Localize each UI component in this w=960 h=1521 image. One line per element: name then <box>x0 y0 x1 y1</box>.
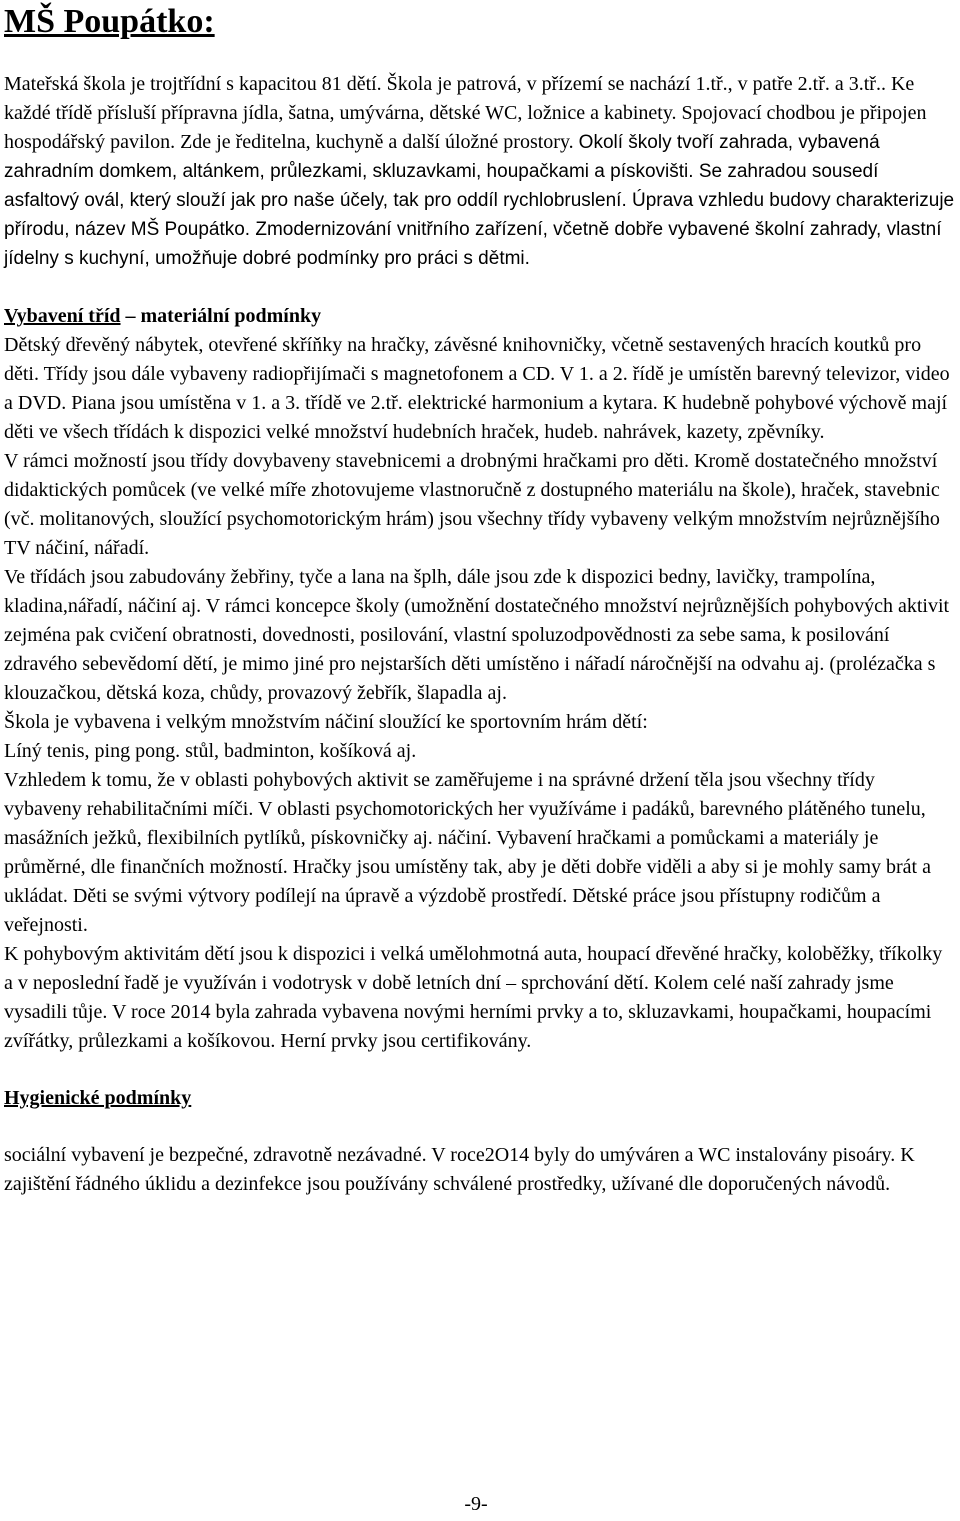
page-title: MŠ Poupátko: <box>4 3 215 40</box>
equipment-paragraph-2: V rámci možností jsou třídy dovybaveny stavebnicemi a drobnými hračkami pro děti. Kromě dostatečného množství didaktických pomůcek (ve velké míře zhotovujeme vlastnoručně z dostupného materiálu na škole), hraček, stavebnic (vč. molitanových, sloužící psychomotorickým hrám) jsou všechny třídy vybaveny velkým množstvím nejrůznějšího TV náčiní, nářadí. <box>4 450 940 559</box>
section-heading-hygiene <box>4 1084 956 1113</box>
equipment-paragraph-6: Vzhledem k tomu, že v oblasti pohybových aktivit se zaměřujeme i na správné držení těla jsou všechny třídy vybaveny rehabilitačními míči. V oblasti psychomotorických her využíváme i padáků, barevného plátěného tunelu, masážních ježků, flexibilních pytlíků, pískovničky aj. náčiní. Vybavení hračkami a pomůckami a materiály je průměrné, dle finančních možností. Hračky jsou umístěny tak, aby je děti dobře viděli a aby si je mohly samy brát a ukládat. Děti se svými výtvory podílejí na úpravě a výzdobě prostředí. Dětské práce jsou přístupny rodičům a veřejnosti. <box>4 769 931 936</box>
section-heading-equipment-underlined: Vybavení tříd <box>4 305 121 327</box>
equipment-paragraph-5: Líný tenis, ping pong. stůl, badminton, košíková aj. <box>4 740 417 762</box>
section-heading-equipment <box>4 302 956 331</box>
intro-sans-text: Okolí školy tvoří zahrada, vybavená zahradním domkem, altánkem, průlezkami, skluzavkami, houpačkami a pískovišti. Se zahradou sousedí asfaltový ovál, který slouží jak pro naše účely, tak pro oddíl rychlobruslení. Úprava vzhledu budovy charakterizuje přírodu, název MŠ Poupátko. Zmodernizování vnitřního zařízení, včetně dobře vybavené školní zahrady, vlastní jídelny s kuchyní, umožňuje dobré podmínky pro práci s dětmi. <box>4 132 955 269</box>
equipment-paragraph-3: Ve třídách jsou zabudovány žebřiny, tyče a lana na šplh, dále jsou zde k dispozici bedny, lavičky, trampolína, kladina,nářadí, náčiní aj. V rámci koncepce školy (umožnění dostatečného množství nejrůznějších pohybových aktivit zejména pak cvičení obratnosti, dovednosti, posilování, vlastní spoluzodpovědnosti za sebe sama, k posilování zdravého sebevědomí dětí, je mimo jiné pro nejstarších děti umístěno i nářadí náročnější na odvahu aj. (prolézačka s klouzačkou, dětská koza, chůdy, provazový žebřík, šlapadla aj. <box>4 566 950 704</box>
document-page <box>4 0 956 1199</box>
equipment-paragraph-4: Škola je vybavena i velkým množstvím náčiní sloužící ke sportovním hrám dětí: <box>4 711 648 733</box>
section-heading-hygiene-text: Hygienické podmínky <box>4 1087 192 1109</box>
hygiene-paragraph: sociální vybavení je bezpečné, zdravotně nezávadné. V roce2O14 byly do umýváren a WC instalovány pisoáry. K zajištění řádného úklidu a dezinfekce jsou používány schválené prostředky, užívané dle doporučených návodů. <box>4 1144 915 1195</box>
equipment-paragraph-7: K pohybovým aktivitám dětí jsou k dispozici i velká umělohmotná auta, houpací dřevěné hračky, koloběžky, tříkolky a v neposlední řadě je využíván i vodotrysk v době letních dní – sprchování dětí. Kolem celé naší zahrady jsme vysadili tůje. V roce 2014 byla zahrada vybavena novými herními prvky a to, skluzavkami, houpačkami, houpacími zvířátky, průlezkami a košíkovou. Herní prvky jsou certifikovány. <box>4 943 943 1052</box>
equipment-paragraph-1: Dětský dřevěný nábytek, otevřené skříňky na hračky, závěsné knihovničky, včetně sestavených hracích koutků pro děti. Třídy jsou dále vybaveny radiopřijímači s magnetofonem a CD. V 1. a 2. řídě je umístěn barevný televizor, video a DVD. Piana jsou umístěna v 1. a 3. třídě ve 2.tř. elektrické harmonium a kytara. K hudebně pohybové výchově mají děti ve všech třídách k dispozici velké množství hudebních hraček, hudeb. nahrávek, kazety, zpěvníky. <box>4 334 950 443</box>
page-number: -9- <box>464 1493 488 1515</box>
intro-paragraph <box>4 70 956 273</box>
section-heading-equipment-rest: – materiální podmínky <box>120 305 322 327</box>
intro-serif-text: Mateřská škola je trojtřídní s kapacitou 81 dětí. Škola je patrová, v přízemí se nachází 1.tř., v patře 2.tř. a 3.tř.. Ke každé třídě přísluší přípravna jídla, šatna, umývárna, dětské WC, ložnice a kabinety. Spojovací chodbou je připojen hospodářský pavilon. Zde je ředitelna, kuchyně a další úložné prostory. <box>4 73 927 153</box>
